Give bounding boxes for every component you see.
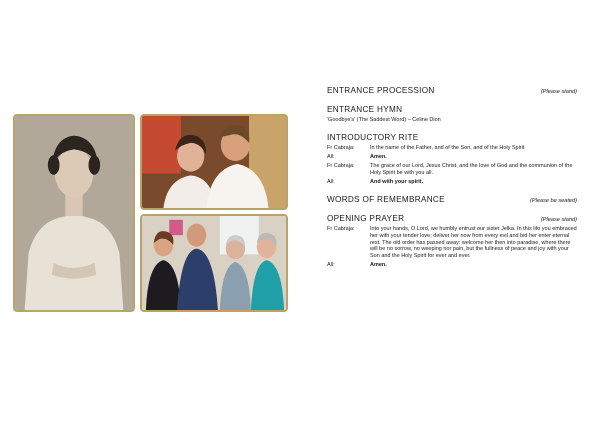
response-text: And with your spirit. (370, 178, 424, 185)
section-note: (Please stand) (540, 89, 577, 95)
response-row (327, 179, 577, 186)
entrance-hymn-section (327, 105, 577, 123)
response-row (327, 154, 577, 161)
response-text: Amen. (370, 261, 387, 268)
portrait-photo (13, 114, 135, 312)
speaker: All: (327, 154, 335, 161)
dialogue-row (327, 145, 577, 152)
section-title: OPENING PRAYER (327, 214, 405, 224)
portrait-image (15, 116, 133, 310)
group-image (142, 216, 286, 310)
words-of-remembrance-section (327, 195, 577, 204)
section-note: (Please be seated) (530, 198, 577, 205)
dialogue-text: The grace of our Lord, Jesus Christ, and the love of God and the communion of the Holy Spirit be with you all. (370, 163, 573, 176)
section-title: ENTRANCE HYMN (327, 105, 403, 114)
dialogue-text: Into your hands, O Lord, we humbly entrust our sister Jelka. In this life you embraced her with your tender love; deliver her now from every evil and bid her enter eternal rest. The old order has passed away: welcome her then into paradise, where there will be no sorrow, no weeping nor pain, but the fullness of peace and joy with your Son and the Holy Spirit for ever and ever. (370, 226, 577, 259)
speaker: Fr Cabraja: (327, 163, 355, 170)
speaker: Fr Cabraja: (327, 145, 355, 151)
group-photo (140, 214, 288, 312)
speaker: Fr Cabraja: (327, 226, 355, 233)
introductory-rite-section (327, 133, 577, 185)
speaker: All: (327, 178, 335, 185)
section-title: INTRODUCTORY RITE (327, 133, 419, 142)
section-note: (Please stand) (540, 217, 577, 224)
response-text: Amen. (370, 154, 387, 161)
section-title: WORDS OF REMEMBRANCE (327, 195, 445, 205)
entrance-procession-section (327, 86, 577, 95)
section-title: ENTRANCE PROCESSION (327, 86, 435, 95)
order-of-service (327, 86, 577, 279)
dialogue-row (327, 226, 577, 259)
response-row (327, 262, 577, 269)
dialogue-row (327, 163, 577, 176)
hymn-title: 'Goodbye's' (The Saddest Word) – Celine Dion (327, 117, 441, 123)
dialogue-text: In the name of the Father, and of the Son, and of the Holy Spirit (370, 145, 525, 151)
speaker: All: (327, 261, 335, 268)
opening-prayer-section (327, 214, 577, 268)
couple-photo (140, 114, 288, 210)
couple-image (142, 116, 286, 208)
